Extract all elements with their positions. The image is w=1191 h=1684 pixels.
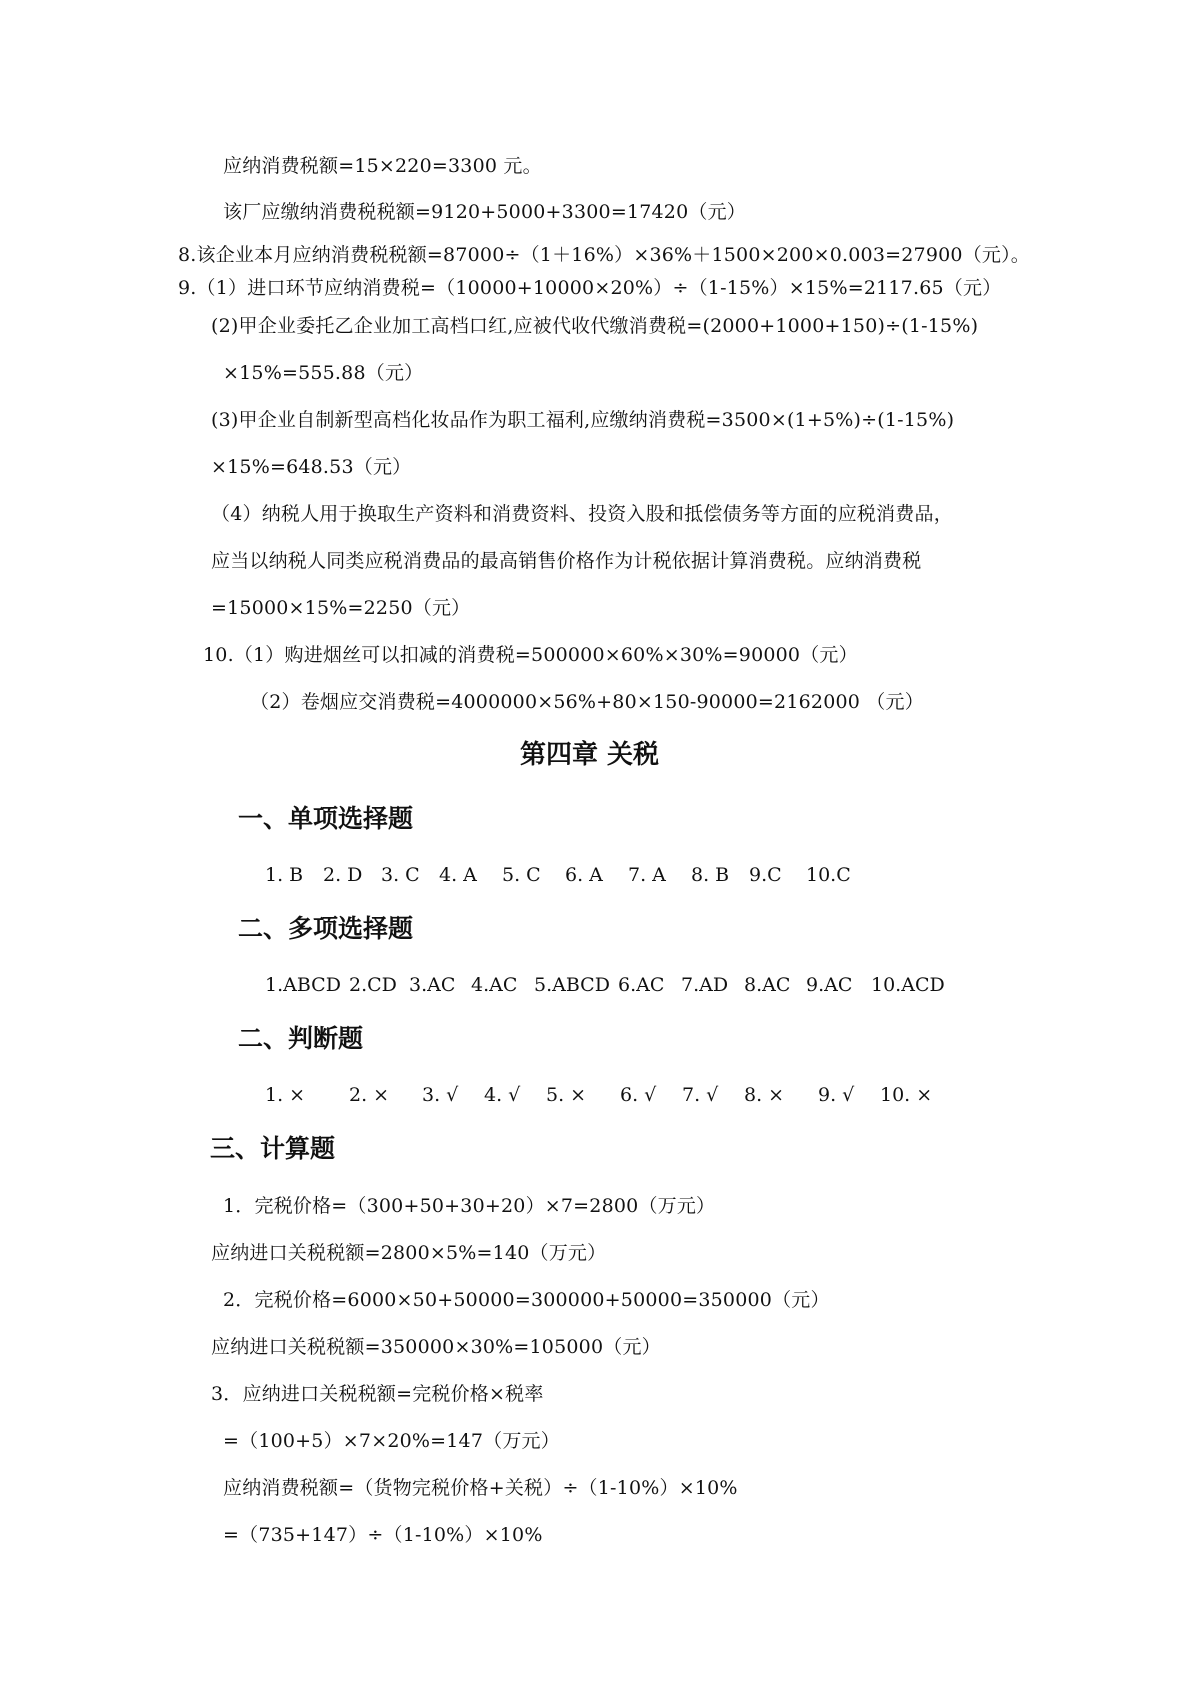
section-title-single-choice: 一、单项选择题: [238, 804, 414, 833]
text-line: =（735+147）÷（1-10%）×10%: [223, 1524, 543, 1546]
answer-row-single-choice: [265, 863, 851, 887]
answer-item: 1. ×: [265, 1084, 306, 1106]
text-line: 应纳进口关税税额=350000×30%=105000（元）: [211, 1336, 661, 1358]
answer-item: 7.AD: [681, 974, 729, 996]
text-line: （2）卷烟应交消费税=4000000×56%+80×150-90000=2162000 （元）: [250, 691, 924, 713]
answer-item: 1.ABCD: [265, 974, 341, 996]
answer-item: 9.AC: [806, 974, 853, 996]
text-line: 8.该企业本月应纳消费税税额=87000÷（1＋16%）×36%＋1500×200×0.003=27900（元）。: [178, 244, 1030, 266]
answer-item: 8. B: [691, 864, 730, 886]
answer-item: 7. √: [682, 1084, 719, 1106]
chapter-title: 第四章 关税: [520, 740, 660, 770]
answer-item: 8. ×: [744, 1084, 785, 1106]
text-line: 应当以纳税人同类应税消费品的最高销售价格作为计税依据计算消费税。应纳消费税: [211, 550, 922, 572]
section-title-multi-choice: 二、多项选择题: [238, 914, 414, 943]
answer-item: 3.AC: [409, 974, 456, 996]
answer-item: 5.ABCD: [534, 974, 610, 996]
answer-item: 4. A: [439, 864, 477, 886]
answer-item: 3. C: [381, 864, 420, 886]
answer-item: 7. A: [628, 864, 666, 886]
text-line: (3)甲企业自制新型高档化妆品作为职工福利,应缴纳消费税=3500×(1+5%)÷(1-15%): [211, 409, 955, 431]
answer-item: 6. A: [565, 864, 603, 886]
text-line: =15000×15%=2250（元）: [211, 597, 471, 619]
text-line: 1．完税价格=（300+50+30+20）×7=2800（万元）: [223, 1195, 716, 1217]
text-line: 3．应纳进口关税税额=完税价格×税率: [211, 1383, 544, 1405]
answer-item: 8.AC: [744, 974, 791, 996]
answer-item: 1. B: [265, 864, 304, 886]
text-line: 应纳进口关税税额=2800×5%=140（万元）: [211, 1242, 607, 1264]
answer-item: 5. C: [502, 864, 541, 886]
answer-item: 4. √: [484, 1084, 521, 1106]
text-line: 应纳消费税额=（货物完税价格+关税）÷（1-10%）×10%: [223, 1477, 738, 1499]
text-line: (2)甲企业委托乙企业加工高档口红,应被代收代缴消费税=(2000+1000+150)÷(1-15%): [211, 315, 979, 337]
section-title-judgment: 二、判断题: [238, 1024, 364, 1053]
text-line: 9.（1）进口环节应纳消费税=（10000+10000×20%）÷（1-15%）×15%=2117.65（元）: [178, 277, 1002, 299]
section-title-calculation: 三、计算题: [210, 1134, 336, 1163]
text-line: ×15%=648.53（元）: [211, 456, 412, 478]
text-line: =（100+5）×7×20%=147（万元）: [223, 1430, 560, 1452]
text-line: （4）纳税人用于换取生产资料和消费资料、投资入股和抵偿债务等方面的应税消费品，: [211, 503, 953, 525]
answer-item: 9.C: [749, 864, 782, 886]
answer-item: 5. ×: [546, 1084, 587, 1106]
answer-item: 2.CD: [349, 974, 397, 996]
answer-item: 6. √: [620, 1084, 657, 1106]
answer-item: 6.AC: [618, 974, 665, 996]
answer-item: 2. D: [323, 864, 363, 886]
text-line: 10.（1）购进烟丝可以扣减的消费税=500000×60%×30%=90000（元）: [203, 644, 858, 666]
answer-row-multi-choice: [265, 973, 945, 997]
answer-row-judgment: [265, 1083, 932, 1107]
answer-item: 2. ×: [349, 1084, 390, 1106]
text-line: ×15%=555.88（元）: [223, 362, 424, 384]
text-line: 应纳消费税额=15×220=3300 元。: [223, 155, 542, 177]
answer-item: 10.C: [806, 864, 851, 886]
answer-item: 10. ×: [880, 1084, 933, 1106]
answer-item: 9. √: [818, 1084, 855, 1106]
answer-item: 4.AC: [471, 974, 518, 996]
answer-item: 10.ACD: [871, 974, 945, 996]
text-line: 该厂应缴纳消费税税额=9120+5000+3300=17420（元）: [223, 201, 746, 223]
text-line: 2．完税价格=6000×50+50000=300000+50000=350000（元）: [223, 1289, 830, 1311]
answer-item: 3. √: [422, 1084, 459, 1106]
